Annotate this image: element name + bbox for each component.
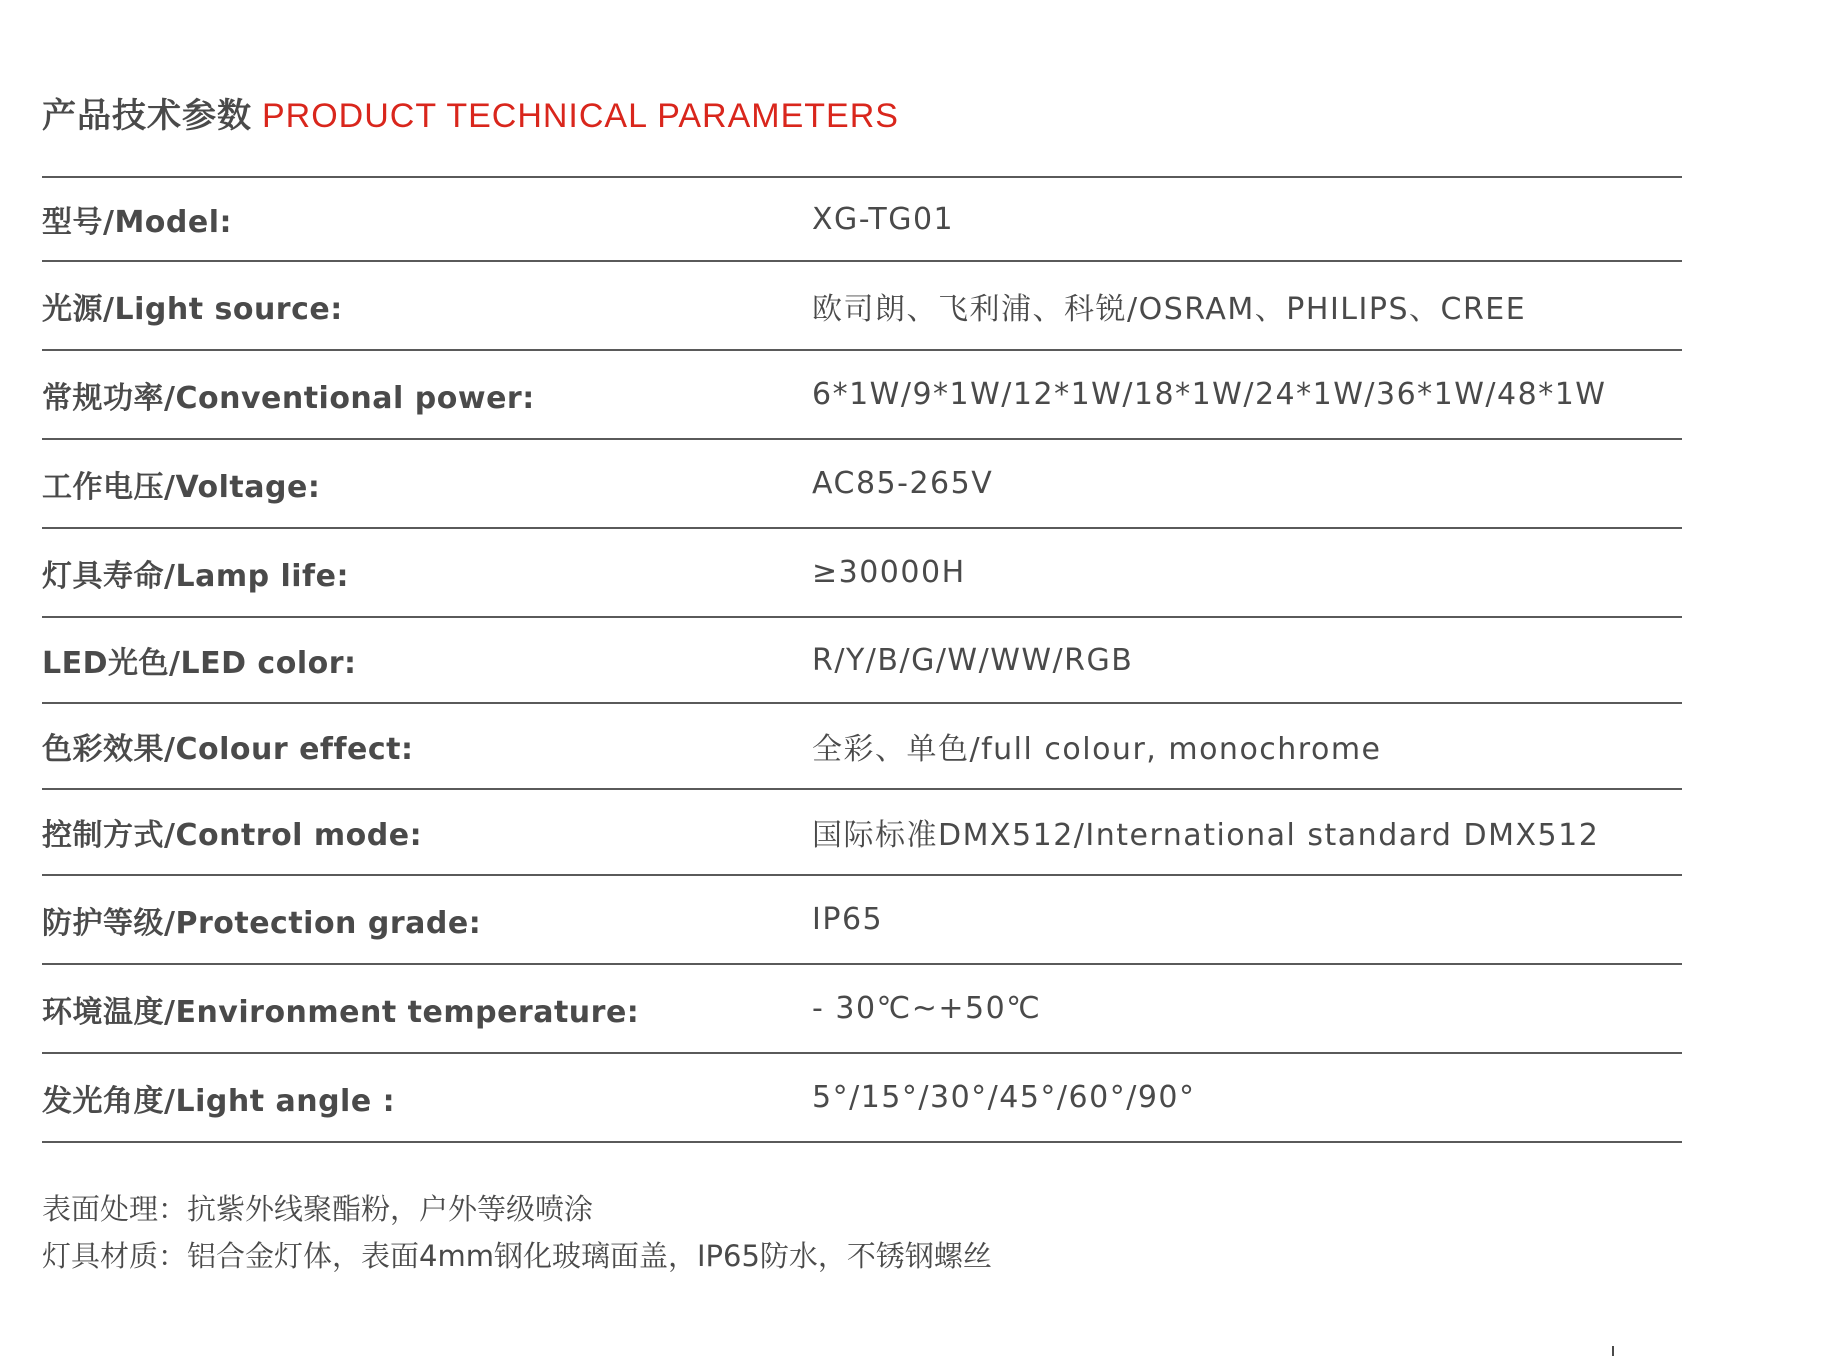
spec-label: 环境温度/Environment temperature:: [42, 994, 640, 1030]
spec-row-control-mode: [42, 790, 1682, 876]
spec-row-voltage: [42, 440, 1682, 529]
crop-mark: [1612, 1346, 1614, 1356]
spec-label: 灯具寿命/Lamp life:: [42, 558, 349, 594]
spec-value: 全彩、单色/full colour, monochrome: [812, 732, 1382, 767]
spec-label: 工作电压/Voltage:: [42, 469, 321, 505]
spec-row-lamp-life: [42, 529, 1682, 618]
spec-label: 防护等级/Protection grade:: [42, 905, 482, 941]
spec-row-power: [42, 351, 1682, 440]
page-title-en: PRODUCT TECHNICAL PARAMETERS: [262, 97, 899, 135]
spec-value: 欧司朗、飞利浦、科锐/OSRAM、PHILIPS、CREE: [812, 291, 1527, 327]
spec-label: 发光角度/Light angle :: [42, 1083, 396, 1119]
spec-value: XG-TG01: [812, 201, 955, 237]
spec-value: IP65: [812, 902, 884, 937]
spec-label: 常规功率/Conventional power:: [42, 380, 535, 416]
spec-value: ≥30000H: [812, 555, 966, 590]
page-title: [42, 88, 899, 137]
spec-row-light-source: [42, 262, 1682, 351]
spec-row-environment-temperature: [42, 965, 1682, 1054]
spec-label: 色彩效果/Colour effect:: [42, 732, 414, 767]
spec-value: 6*1W/9*1W/12*1W/18*1W/24*1W/36*1W/48*1W: [812, 377, 1607, 412]
spec-row-colour-effect: [42, 704, 1682, 790]
spec-value: - 30℃~+50℃: [812, 991, 1042, 1026]
spec-label: 控制方式/Control mode:: [42, 818, 423, 853]
spec-value: 国际标准DMX512/International standard DMX512: [812, 818, 1600, 853]
spec-row-led-color: [42, 618, 1682, 704]
spec-row-light-angle: [42, 1054, 1682, 1143]
spec-row-model: [42, 178, 1682, 262]
spec-table: [42, 176, 1682, 1143]
spec-value: 5°/15°/30°/45°/60°/90°: [812, 1080, 1196, 1115]
page-title-cn: 产品技术参数: [42, 96, 252, 136]
note-surface-treatment: 表面处理：抗紫外线聚酯粉，户外等级喷涂: [42, 1192, 594, 1226]
spec-value: AC85-265V: [812, 466, 994, 501]
spec-value: R/Y/B/G/W/WW/RGB: [812, 642, 1134, 678]
spec-row-protection-grade: [42, 876, 1682, 965]
note-lamp-material: 灯具材质：铝合金灯体，表面4mm钢化玻璃面盖，IP65防水，不锈钢螺丝: [42, 1239, 992, 1273]
spec-label: 光源/Light source:: [42, 291, 343, 327]
notes: [42, 1186, 992, 1280]
spec-label: LED光色/LED color:: [42, 646, 357, 681]
spec-label: 型号/Model:: [42, 205, 233, 240]
